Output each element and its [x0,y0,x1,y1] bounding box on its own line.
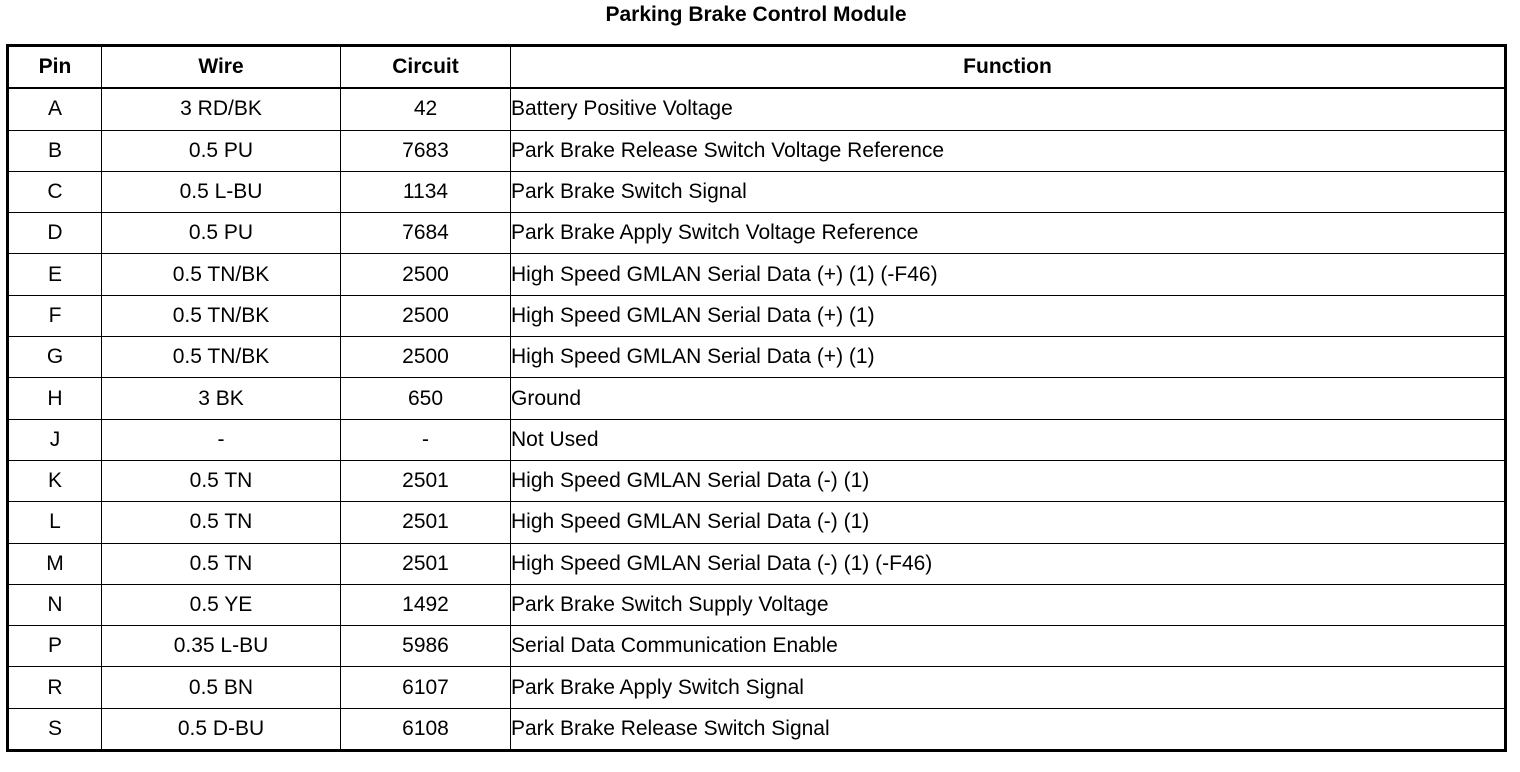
table-row [8,419,1506,460]
cell-circuit: 7683 [341,130,511,171]
table-row [8,502,1506,543]
header-pin: Pin [8,46,102,89]
cell-pin: S [8,708,102,750]
cell-function: Park Brake Release Switch Voltage Reference [511,130,1506,171]
cell-pin: N [8,584,102,625]
cell-wire: 3 BK [102,378,341,419]
table-row [8,543,1506,584]
cell-pin: G [8,337,102,378]
cell-function: Park Brake Release Switch Signal [511,708,1506,750]
cell-wire: 0.5 YE [102,584,341,625]
cell-wire: 0.5 TN [102,502,341,543]
cell-circuit: 2501 [341,543,511,584]
cell-circuit: 5986 [341,626,511,667]
table-row [8,626,1506,667]
cell-function: High Speed GMLAN Serial Data (+) (1) (-F46) [511,254,1506,295]
cell-circuit: 2500 [341,254,511,295]
table-row [8,378,1506,419]
cell-circuit: 7684 [341,213,511,254]
cell-function: Battery Positive Voltage [511,88,1506,130]
cell-pin: E [8,254,102,295]
document-title: Parking Brake Control Module [605,3,907,26]
cell-wire: 0.5 BN [102,667,341,708]
header-function: Function [511,46,1506,89]
table-row [8,295,1506,336]
cell-pin: B [8,130,102,171]
cell-wire: - [102,419,341,460]
table-row [8,171,1506,212]
cell-circuit: 1134 [341,171,511,212]
table-row [8,254,1506,295]
cell-circuit: 650 [341,378,511,419]
cell-function: Ground [511,378,1506,419]
cell-function: High Speed GMLAN Serial Data (-) (1) [511,460,1506,501]
cell-wire: 0.5 TN [102,460,341,501]
cell-circuit: 2500 [341,337,511,378]
cell-circuit: 2501 [341,460,511,501]
cell-function: High Speed GMLAN Serial Data (+) (1) [511,337,1506,378]
cell-pin: M [8,543,102,584]
cell-circuit: 6107 [341,667,511,708]
cell-pin: J [8,419,102,460]
cell-pin: A [8,88,102,130]
cell-wire: 0.5 L-BU [102,171,341,212]
header-row [8,46,1506,89]
cell-pin: R [8,667,102,708]
cell-function: Serial Data Communication Enable [511,626,1506,667]
cell-circuit: - [341,419,511,460]
cell-function: Park Brake Switch Supply Voltage [511,584,1506,625]
table-row [8,460,1506,501]
table-row [8,337,1506,378]
table-header [8,46,1506,89]
table-row [8,667,1506,708]
cell-function: Not Used [511,419,1506,460]
table-body [8,88,1506,750]
cell-wire: 0.35 L-BU [102,626,341,667]
cell-wire: 0.5 TN/BK [102,254,341,295]
cell-pin: C [8,171,102,212]
cell-pin: P [8,626,102,667]
header-wire: Wire [102,46,341,89]
cell-wire: 0.5 D-BU [102,708,341,750]
cell-pin: F [8,295,102,336]
cell-pin: D [8,213,102,254]
cell-wire: 3 RD/BK [102,88,341,130]
cell-function: High Speed GMLAN Serial Data (+) (1) [511,295,1506,336]
cell-wire: 0.5 TN/BK [102,337,341,378]
cell-wire: 0.5 TN/BK [102,295,341,336]
cell-function: Park Brake Switch Signal [511,171,1506,212]
cell-pin: H [8,378,102,419]
table-row [8,88,1506,130]
cell-circuit: 1492 [341,584,511,625]
cell-circuit: 2501 [341,502,511,543]
cell-circuit: 42 [341,88,511,130]
cell-wire: 0.5 TN [102,543,341,584]
cell-function: Park Brake Apply Switch Signal [511,667,1506,708]
header-circuit: Circuit [341,46,511,89]
table-row [8,584,1506,625]
table-row [8,213,1506,254]
cell-pin: L [8,502,102,543]
cell-function: High Speed GMLAN Serial Data (-) (1) [511,502,1506,543]
cell-circuit: 2500 [341,295,511,336]
cell-function: High Speed GMLAN Serial Data (-) (1) (-F46) [511,543,1506,584]
cell-circuit: 6108 [341,708,511,750]
cell-wire: 0.5 PU [102,213,341,254]
table-row [8,708,1506,750]
cell-wire: 0.5 PU [102,130,341,171]
cell-function: Park Brake Apply Switch Voltage Reference [511,213,1506,254]
cell-pin: K [8,460,102,501]
table-row [8,130,1506,171]
pinout-table [6,44,1507,752]
